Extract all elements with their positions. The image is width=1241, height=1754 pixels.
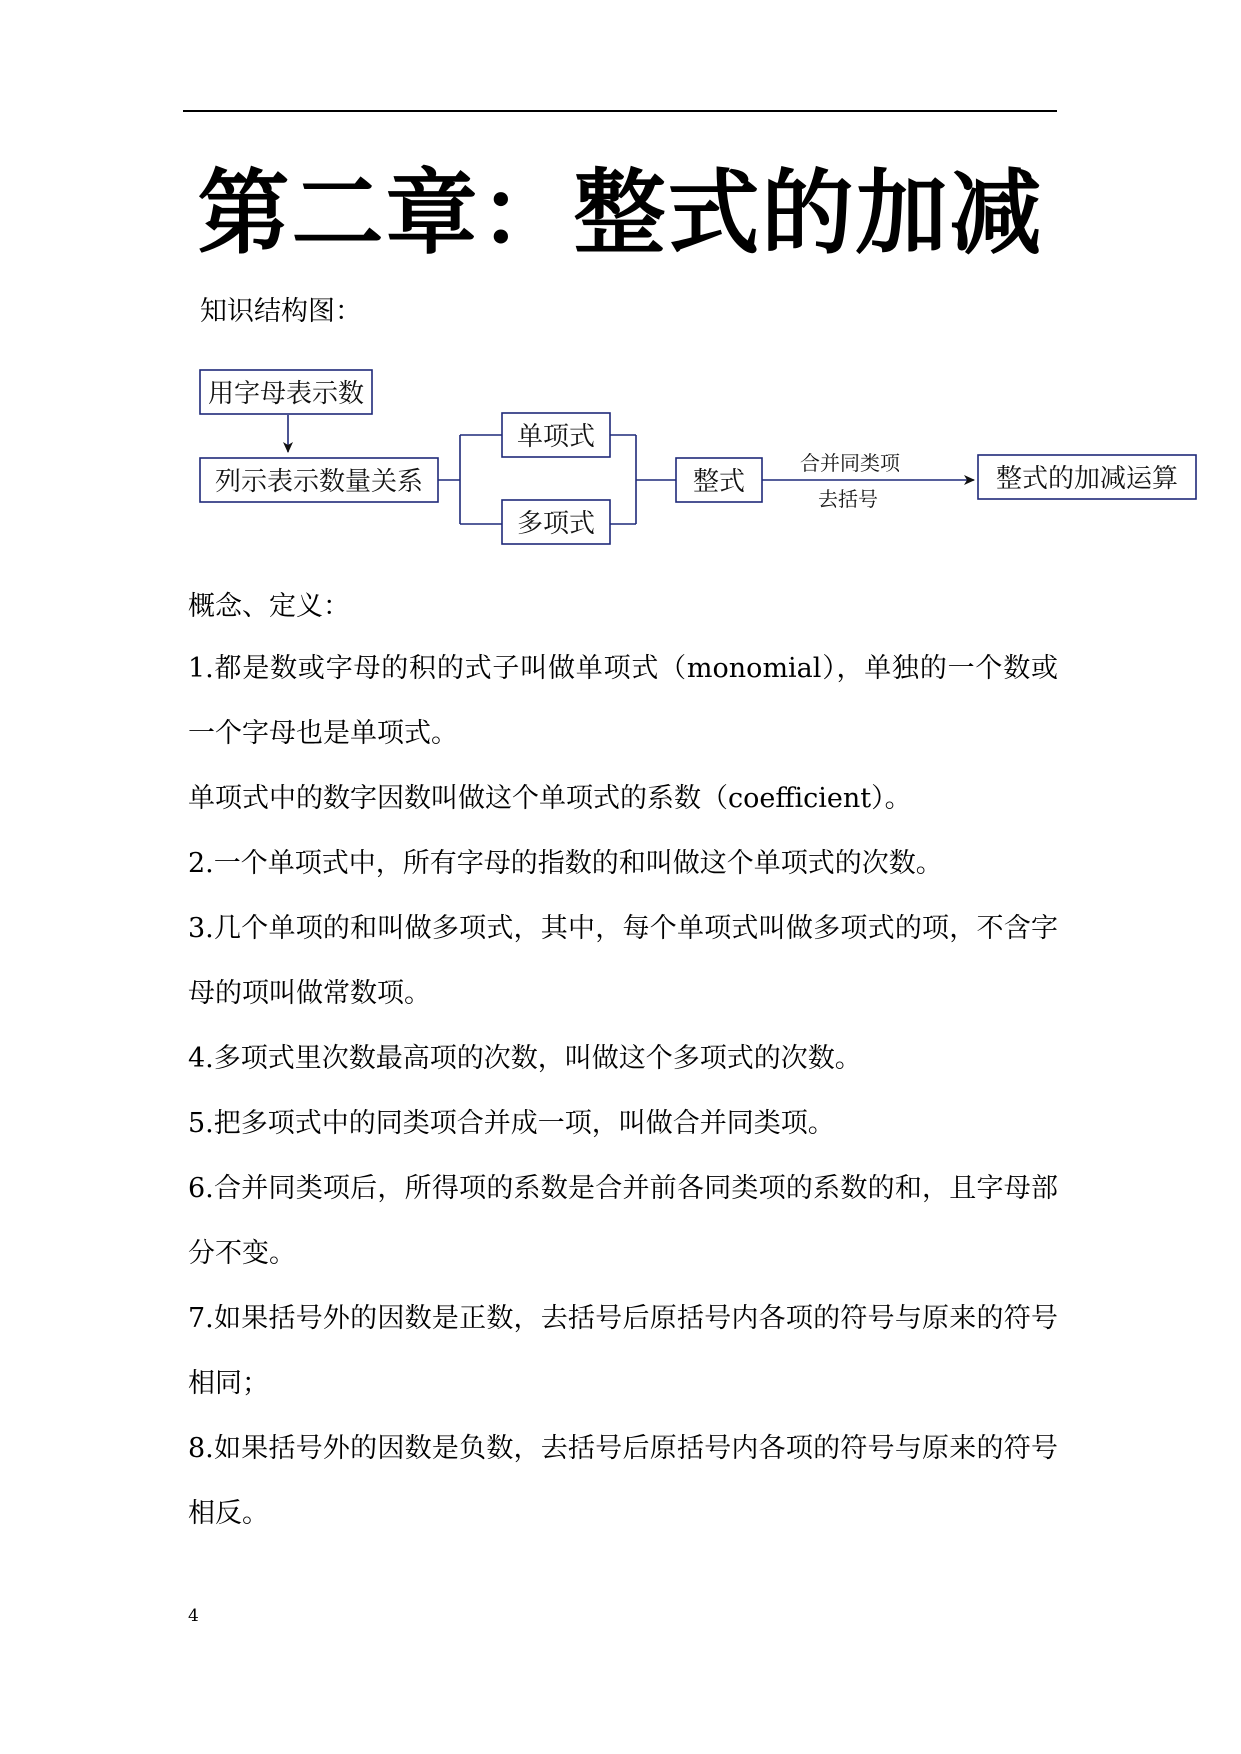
box-letters-label: 用字母表示数 — [207, 379, 365, 409]
paragraph-3: 3.几个单项的和叫做多项式，其中，每个单项式叫做多项式的项，不含字母的项叫做常数项。 — [188, 913, 1058, 1009]
box-monomial-label: 单项式 — [516, 422, 596, 452]
paragraph-8: 8.如果括号外的因数是负数，去括号后原括号内各项的符号与原来的符号相反。 — [188, 1433, 1058, 1529]
page-number: 4 — [188, 1606, 199, 1626]
header-rule — [183, 110, 1057, 112]
box-monomial — [502, 413, 610, 457]
box-integral-label: 整式 — [692, 467, 746, 497]
paragraph-6: 6.合并同类项后，所得项的系数是合并前各同类项的系数的和，且字母部分不变。 — [188, 1173, 1058, 1269]
edge-label-merge: 合并同类项 — [800, 451, 900, 475]
box-polynomial-label: 多项式 — [516, 509, 596, 539]
chapter-title: 第二章：整式的加减 — [197, 159, 1044, 267]
box-integral — [676, 458, 762, 502]
diagram-label: 知识结构图： — [200, 296, 362, 327]
box-polynomial — [502, 500, 610, 544]
box-relations-label: 列示表示数量关系 — [214, 467, 424, 497]
paragraph-7: 7.如果括号外的因数是正数，去括号后原括号内各项的符号与原来的符号相同； — [188, 1303, 1058, 1399]
box-relations — [200, 458, 438, 502]
paragraph-coefficient: 单项式中的数字因数叫做这个单项式的系数（coefficient）。 — [188, 783, 912, 814]
section-label: 概念、定义： — [188, 591, 350, 622]
paragraph-5: 5.把多项式中的同类项合并成一项，叫做合并同类项。 — [188, 1108, 835, 1139]
box-result-label: 整式的加减运算 — [995, 464, 1179, 494]
paragraph-1: 1.都是数或字母的积的式子叫做单项式（monomial），单独的一个数或一个字母也是单项式。 — [188, 653, 1058, 749]
paragraph-4: 4.多项式里次数最高项的次数，叫做这个多项式的次数。 — [188, 1043, 862, 1074]
edge-label-remove-brackets: 去括号 — [818, 487, 878, 511]
knowledge-structure-diagram — [0, 360, 1241, 560]
box-result — [978, 455, 1196, 499]
paragraph-2: 2.一个单项式中，所有字母的指数的和叫做这个单项式的次数。 — [188, 848, 943, 879]
box-letters — [200, 370, 372, 414]
